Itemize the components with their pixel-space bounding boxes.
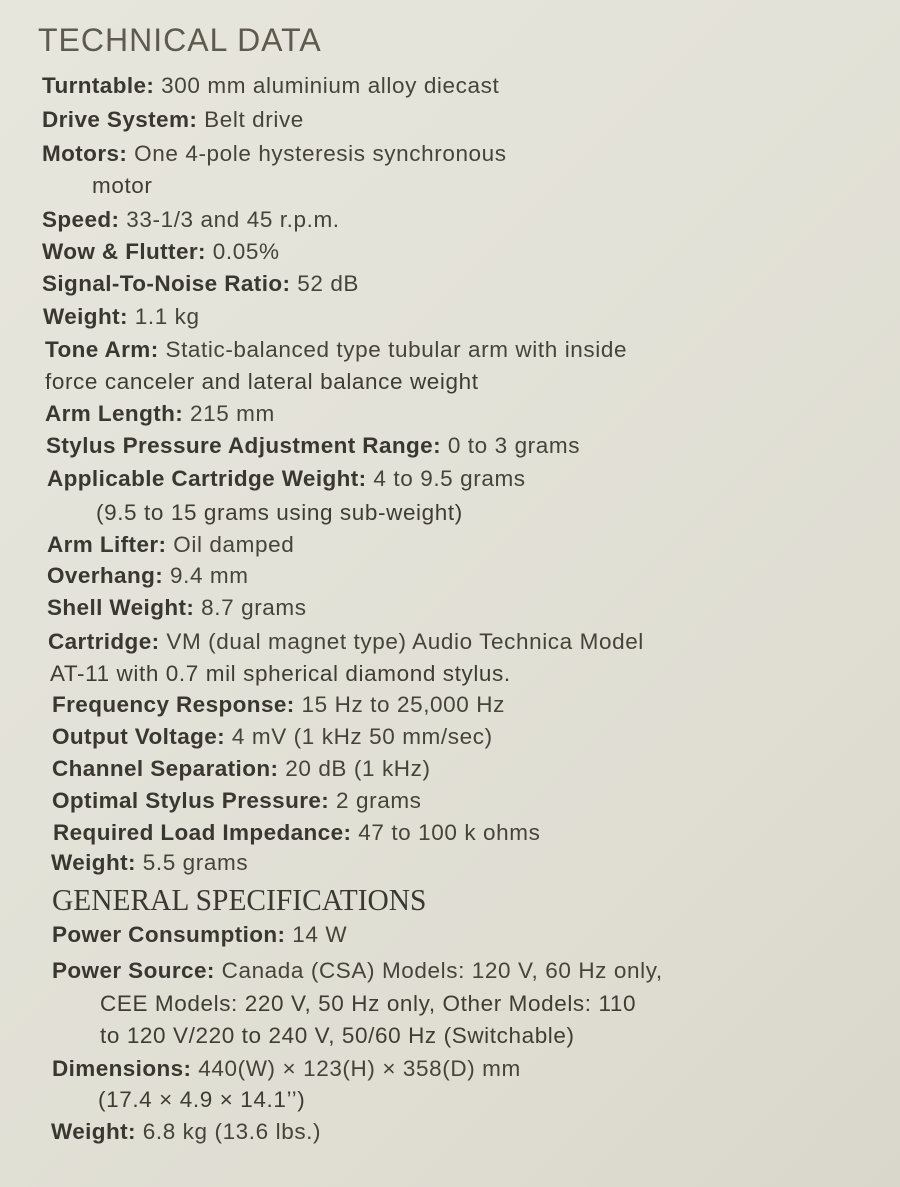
spec-label: Channel Separation: bbox=[52, 756, 279, 781]
spec-value: 52 dB bbox=[290, 271, 360, 296]
spec-channel-separation bbox=[52, 755, 431, 783]
spec-label: Turntable: bbox=[42, 73, 155, 98]
spec-label: Weight: bbox=[51, 1119, 136, 1144]
spec-value: 6.8 kg (13.6 lbs.) bbox=[135, 1119, 322, 1144]
spec-label: Weight: bbox=[51, 850, 136, 875]
spec-label: Output Voltage: bbox=[52, 724, 226, 749]
spec-value: 0 to 3 grams bbox=[440, 433, 581, 458]
spec-label: Required Load Impedance: bbox=[53, 820, 352, 845]
spec-overhang bbox=[47, 562, 249, 590]
spec-value: Static-balanced type tubular arm with inside bbox=[158, 337, 628, 362]
spec-value: Canada (CSA) Models: 120 V, 60 Hz only, bbox=[214, 958, 663, 983]
spec-label: Optimal Stylus Pressure: bbox=[52, 788, 330, 813]
spec-value: 1.1 kg bbox=[127, 304, 200, 329]
spec-label: Arm Length: bbox=[45, 401, 184, 426]
spec-label: Speed: bbox=[42, 207, 120, 232]
spec-value: 8.7 grams bbox=[194, 595, 307, 620]
spec-power-source-cont-2: to 120 V/220 to 240 V, 50/60 Hz (Switchable) bbox=[100, 1023, 575, 1048]
spec-shell-weight bbox=[47, 594, 307, 622]
spec-label: Motors: bbox=[42, 141, 128, 166]
spec-value: Belt drive bbox=[197, 107, 304, 132]
spec-value: VM (dual magnet type) Audio Technica Model bbox=[159, 629, 644, 654]
spec-motors-cont: motor bbox=[92, 173, 153, 198]
spec-snr bbox=[42, 270, 359, 298]
spec-frequency-response bbox=[52, 691, 505, 719]
spec-dimensions bbox=[52, 1055, 521, 1083]
spec-load-impedance bbox=[53, 819, 540, 847]
spec-weight-total bbox=[51, 1118, 321, 1146]
spec-power-source bbox=[52, 957, 663, 985]
spec-label: Signal-To-Noise Ratio: bbox=[42, 271, 291, 296]
spec-label: Shell Weight: bbox=[47, 595, 195, 620]
spec-label: Overhang: bbox=[47, 563, 164, 588]
spec-cartridge-weight-cont: (9.5 to 15 grams using sub-weight) bbox=[96, 500, 463, 525]
spec-power-consumption bbox=[52, 921, 347, 949]
spec-label: Dimensions: bbox=[52, 1056, 192, 1081]
technical-data-heading: TECHNICAL DATA bbox=[38, 22, 322, 58]
spec-label: Frequency Response: bbox=[52, 692, 295, 717]
spec-dimensions-cont: (17.4 × 4.9 × 14.1’’) bbox=[98, 1087, 306, 1112]
spec-label: Weight: bbox=[43, 304, 128, 329]
spec-label: Wow & Flutter: bbox=[42, 239, 206, 264]
spec-value: 5.5 grams bbox=[135, 850, 249, 875]
spec-optimal-stylus-pressure bbox=[52, 787, 422, 815]
spec-stylus-pressure-range bbox=[46, 432, 580, 460]
spec-value: 300 mm aluminium alloy diecast bbox=[154, 73, 500, 98]
spec-cartridge-weight bbox=[47, 465, 526, 493]
spec-label: Applicable Cartridge Weight: bbox=[47, 466, 367, 491]
spec-cartridge-weight-total bbox=[51, 849, 248, 877]
spec-label: Power Consumption: bbox=[52, 922, 286, 947]
spec-value: One 4-pole hysteresis synchronous bbox=[127, 141, 507, 166]
spec-label: Stylus Pressure Adjustment Range: bbox=[46, 433, 441, 458]
spec-speed bbox=[42, 206, 340, 234]
spec-value: 9.4 mm bbox=[163, 563, 249, 588]
spec-value: 440(W) × 123(H) × 358(D) mm bbox=[191, 1056, 521, 1081]
spec-value: 33-1/3 and 45 r.p.m. bbox=[119, 207, 340, 232]
spec-value: 15 Hz to 25,000 Hz bbox=[294, 692, 505, 717]
spec-tone-arm-cont: force canceler and lateral balance weight bbox=[45, 369, 479, 394]
spec-turntable bbox=[42, 72, 499, 100]
spec-cartridge-cont: AT-11 with 0.7 mil spherical diamond stylus. bbox=[50, 661, 511, 686]
spec-label: Drive System: bbox=[42, 107, 198, 132]
spec-value: 0.05% bbox=[205, 239, 280, 264]
spec-label: Cartridge: bbox=[48, 629, 160, 654]
spec-cartridge bbox=[48, 628, 644, 656]
general-specifications-heading: GENERAL SPECIFICATIONS bbox=[52, 882, 427, 917]
spec-label: Arm Lifter: bbox=[47, 532, 167, 557]
spec-tone-arm bbox=[45, 336, 627, 364]
spec-arm-lifter bbox=[47, 531, 294, 559]
spec-value: Oil damped bbox=[166, 532, 295, 557]
spec-label: Power Source: bbox=[52, 958, 215, 983]
spec-power-source-cont-1: CEE Models: 220 V, 50 Hz only, Other Models: 110 bbox=[100, 991, 637, 1016]
spec-drive-system bbox=[42, 106, 304, 134]
spec-value: 4 mV (1 kHz 50 mm/sec) bbox=[225, 724, 493, 749]
spec-weight bbox=[43, 303, 200, 331]
spec-value: 2 grams bbox=[329, 788, 422, 813]
spec-wow-flutter bbox=[42, 238, 280, 266]
spec-output-voltage bbox=[52, 723, 493, 751]
spec-value: 20 dB (1 kHz) bbox=[278, 756, 431, 781]
spec-label: Tone Arm: bbox=[45, 337, 159, 362]
spec-arm-length bbox=[45, 400, 275, 428]
spec-value: 14 W bbox=[285, 922, 348, 947]
spec-motors bbox=[42, 140, 507, 168]
spec-value: 215 mm bbox=[183, 401, 275, 426]
spec-value: 4 to 9.5 grams bbox=[366, 466, 526, 491]
spec-value: 47 to 100 k ohms bbox=[351, 820, 541, 845]
